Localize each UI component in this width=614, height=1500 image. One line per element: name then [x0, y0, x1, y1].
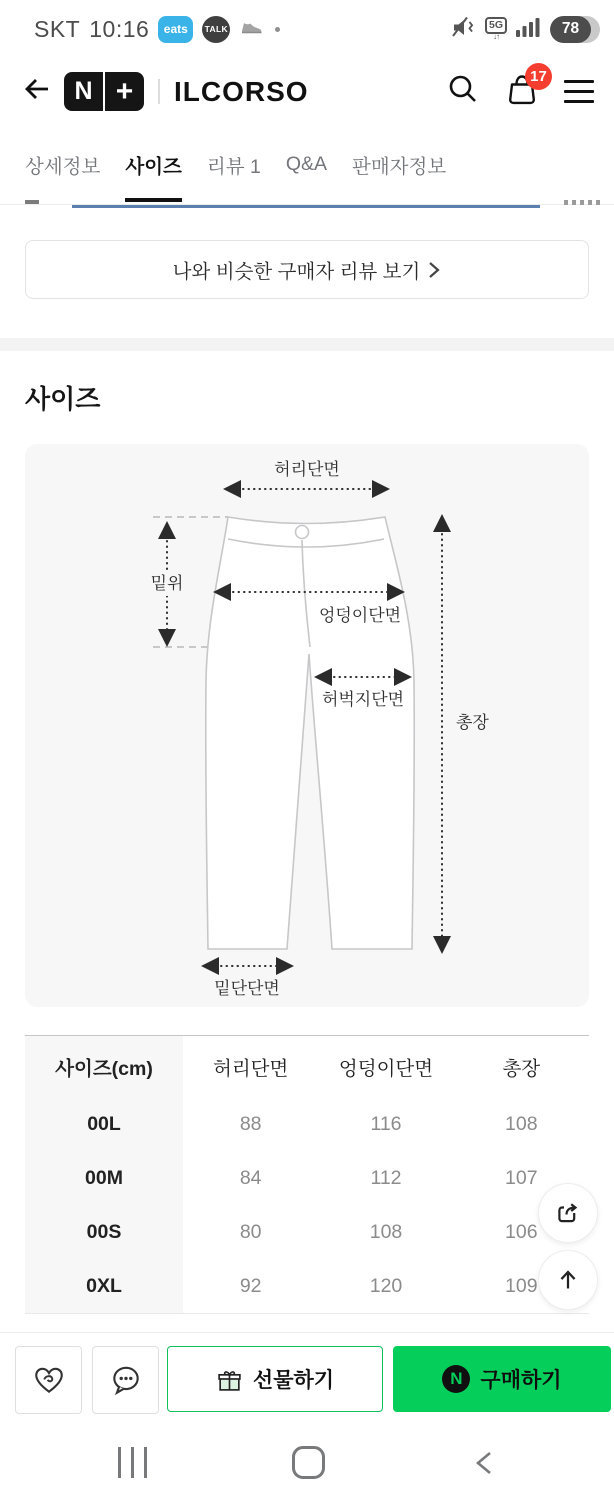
buy-button[interactable] [393, 1346, 611, 1412]
rise-label: 밑위 [150, 574, 184, 593]
table-row [25, 1205, 589, 1259]
content-peek [0, 205, 614, 215]
section-divider [0, 338, 614, 351]
row-size-label: 0XL [25, 1259, 183, 1313]
home-icon[interactable] [292, 1446, 325, 1479]
eats-notification-icon: eats [158, 16, 193, 43]
row-hip-value: 108 [369, 1220, 403, 1243]
carrier-label: SKT [34, 15, 81, 42]
status-right [450, 14, 600, 45]
header-actions [446, 68, 594, 112]
signal-strength-icon [516, 15, 541, 43]
row-hip-value: 112 [370, 1166, 402, 1189]
col-header-waist: 허리단면 [212, 1057, 289, 1080]
store-name: ILCORSO [174, 75, 309, 107]
tab-seller-info[interactable]: 판매자정보 [352, 155, 447, 178]
row-hip-value: 116 [370, 1112, 402, 1135]
battery-indicator [550, 16, 600, 43]
chevron-right-icon [427, 260, 441, 280]
battery-percent: 78 [561, 20, 580, 37]
peek-blue-line [72, 205, 540, 208]
wishlist-heart-icon [32, 1364, 66, 1396]
hem-label: 밑단단면 [214, 979, 280, 998]
similar-buyer-reviews-label: 나와 비슷한 구매자 리뷰 보기 [172, 260, 421, 283]
row-length-value: 107 [505, 1166, 538, 1189]
status-left [34, 16, 280, 43]
android-nav-bar [0, 1425, 614, 1500]
table-row [25, 1259, 589, 1313]
peek-fragment-right [564, 200, 600, 205]
cart-button[interactable] [504, 68, 547, 112]
row-waist-value: 84 [239, 1166, 262, 1189]
row-length-value: 109 [505, 1274, 538, 1297]
hip-label: 엉덩이단면 [318, 606, 402, 625]
share-icon [554, 1199, 582, 1227]
logo-plus-block: + [105, 72, 144, 111]
logo-n-block: N [64, 72, 103, 111]
status-bar [0, 0, 614, 58]
pants-measurement-diagram [25, 444, 589, 1007]
share-button[interactable] [538, 1183, 598, 1243]
tab-reviews[interactable]: 리뷰 1 [206, 155, 261, 178]
row-hip-value: 120 [369, 1274, 403, 1297]
mute-vibrate-icon [450, 14, 476, 45]
tab-size[interactable]: 사이즈 [125, 125, 182, 204]
header-divider [158, 79, 160, 104]
wishlist-button[interactable] [15, 1346, 82, 1414]
back-button[interactable] [20, 72, 54, 111]
col-header-hip: 엉덩이단면 [338, 1057, 434, 1080]
row-waist-value: 92 [239, 1274, 262, 1297]
bottom-action-bar [0, 1332, 614, 1425]
size-table [25, 1035, 589, 1314]
menu-icon[interactable] [564, 80, 594, 103]
row-length-value: 108 [505, 1112, 538, 1135]
length-label: 총장 [456, 713, 489, 732]
network-5g-icon: 5G ↓↑ [485, 17, 507, 41]
shoe-notification-icon [239, 16, 264, 42]
kakaotalk-notification-icon: TALK [202, 16, 230, 43]
row-size-label: 00S [25, 1205, 183, 1259]
chat-icon [109, 1364, 143, 1396]
table-row [25, 1151, 589, 1205]
size-section-title: 사이즈 [25, 384, 101, 414]
clock: 10:16 [89, 15, 150, 42]
arrow-up-icon [553, 1265, 583, 1295]
tab-bar [0, 125, 614, 205]
row-length-value: 106 [505, 1220, 538, 1243]
waist-label: 허리단면 [274, 460, 340, 479]
row-size-label: 00M [25, 1151, 183, 1205]
peek-fragment-left [25, 200, 39, 204]
col-header-size: 사이즈(cm) [25, 1036, 183, 1097]
gift-button-label: 선물하기 [252, 1369, 335, 1392]
table-header-row [25, 1036, 589, 1097]
recents-icon[interactable] [118, 1447, 147, 1478]
pants-outline [206, 517, 415, 949]
notification-dot [275, 27, 280, 32]
naver-pay-icon: N [442, 1365, 470, 1393]
app-header [0, 58, 614, 125]
row-waist-value: 88 [239, 1112, 262, 1135]
col-header-length: 총장 [502, 1057, 541, 1080]
size-diagram-card [25, 444, 589, 1007]
row-waist-value: 80 [239, 1220, 262, 1243]
search-icon[interactable] [446, 72, 480, 111]
buy-button-label: 구매하기 [480, 1369, 562, 1392]
thigh-label: 허벅지단면 [321, 690, 405, 709]
back-nav-icon[interactable] [470, 1446, 496, 1480]
nplus-logo[interactable] [64, 72, 144, 111]
tab-qna[interactable]: Q&A [285, 153, 327, 175]
table-row [25, 1097, 589, 1151]
gift-icon [216, 1366, 243, 1393]
row-size-label: 00L [25, 1097, 183, 1151]
gift-button[interactable] [167, 1346, 383, 1412]
cart-count-badge: 17 [525, 63, 552, 90]
scroll-to-top-button[interactable] [538, 1250, 598, 1310]
similar-buyer-reviews-button[interactable] [25, 240, 589, 299]
tab-detail-info[interactable]: 상세정보 [25, 155, 101, 178]
inquiry-chat-button[interactable] [92, 1346, 159, 1414]
